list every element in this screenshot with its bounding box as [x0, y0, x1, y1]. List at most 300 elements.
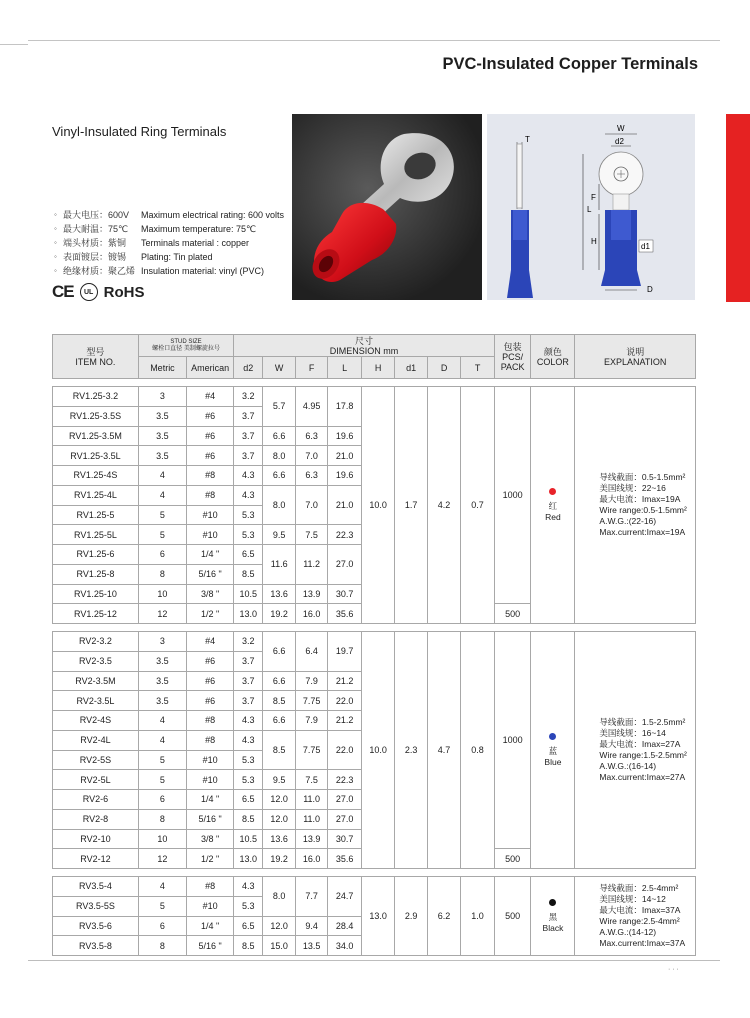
d2-cell: 3.7 [234, 671, 263, 691]
metric-cell: 3.5 [138, 426, 186, 446]
separator-cell [53, 624, 696, 632]
w-cell: 13.6 [263, 829, 295, 849]
metric-cell: 4 [138, 877, 186, 897]
american-cell: 5/16 " [187, 809, 234, 829]
header-explanation-cn: 说明 [626, 346, 645, 357]
f-cell: 11.0 [295, 809, 327, 829]
explanation-line: 美国线规：16~14 [599, 728, 666, 738]
product-photo [292, 114, 482, 300]
american-cell: 1/4 " [187, 545, 234, 565]
american-cell: 3/8 " [187, 829, 234, 849]
american-cell: #8 [187, 877, 234, 897]
f-cell: 9.4 [295, 916, 327, 936]
w-cell: 8.0 [263, 446, 295, 466]
american-cell: #4 [187, 387, 234, 407]
header-dimension-en: DIMENSION mm [329, 345, 399, 356]
l-cell: 24.7 [328, 877, 362, 917]
l-cell: 22.0 [328, 691, 362, 711]
color-cell [531, 877, 575, 956]
d2-cell: 4.3 [234, 485, 263, 505]
american-cell: #4 [187, 632, 234, 652]
d2-cell: 5.3 [234, 770, 263, 790]
d2-cell: 6.5 [234, 545, 263, 565]
explanation-line: Wire range:0.5-1.5mm² [599, 505, 687, 515]
item-no-cell: RV2-3.5 [53, 651, 139, 671]
f-cell: 6.3 [295, 466, 327, 486]
item-no-cell: RV1.25-4L [53, 485, 139, 505]
header-metric: Metric [138, 357, 186, 379]
header-item-en: ITEM NO. [75, 356, 116, 367]
section-color-tab [726, 114, 750, 302]
d1-cell: 2.9 [395, 877, 427, 956]
metric-cell: 6 [138, 916, 186, 936]
header-pack-en: PACK [500, 361, 525, 372]
l-cell: 17.8 [328, 387, 362, 427]
dimension-drawing [487, 114, 695, 300]
item-no-cell: RV2-3.5L [53, 691, 139, 711]
item-no-cell: RV2-3.5M [53, 671, 139, 691]
d2-cell: 10.5 [234, 829, 263, 849]
f-cell: 7.5 [295, 770, 327, 790]
spec-label-en: Insulation material: vinyl (PVC) [141, 266, 265, 276]
spec-item [54, 236, 284, 250]
bullet-icon: ◦ [54, 238, 57, 247]
spec-label-en: Maximum electrical rating: 600 volts [141, 210, 285, 220]
pack-cell: 500 [494, 849, 531, 869]
drawing-label-l: L [587, 205, 592, 214]
pack-cell: 500 [494, 877, 531, 956]
header-divider-left [0, 44, 28, 45]
metric-cell: 5 [138, 525, 186, 545]
metric-cell: 3.5 [138, 651, 186, 671]
header-explanation-en: EXPLANATION [604, 356, 667, 367]
american-cell: 3/8 " [187, 584, 234, 604]
item-no-cell: RV1.25-12 [53, 604, 139, 624]
metric-cell: 10 [138, 829, 186, 849]
header-color [531, 335, 575, 379]
metric-cell: 3 [138, 632, 186, 652]
pack-cell: 1000 [494, 632, 531, 849]
metric-cell: 8 [138, 564, 186, 584]
bullet-icon: ◦ [54, 252, 57, 261]
d-cell: 4.7 [427, 632, 461, 869]
header-pack-cn: 包装 [503, 341, 522, 352]
metric-cell: 6 [138, 545, 186, 565]
american-cell: #8 [187, 466, 234, 486]
color-cell [531, 387, 575, 624]
explanation-line: 导线截面：0.5-1.5mm² [599, 472, 686, 482]
header-stud-title: STUD SIZE [170, 338, 202, 345]
spec-list [54, 208, 284, 278]
w-cell: 19.2 [263, 849, 295, 869]
metric-cell: 10 [138, 584, 186, 604]
metric-cell: 12 [138, 849, 186, 869]
l-cell: 19.6 [328, 426, 362, 446]
spec-item [54, 222, 284, 236]
w-cell: 9.5 [263, 770, 295, 790]
f-cell: 11.2 [295, 545, 327, 585]
f-cell: 4.95 [295, 387, 327, 427]
item-no-cell: RV1.25-6 [53, 545, 139, 565]
color-name-en: Blue [544, 756, 562, 767]
spec-item [54, 208, 284, 222]
header-stud [138, 335, 233, 357]
d2-cell: 5.3 [234, 505, 263, 525]
d2-cell: 3.7 [234, 446, 263, 466]
color-dot-icon [549, 899, 556, 906]
d1-cell: 1.7 [395, 387, 427, 624]
item-no-cell: RV2-3.2 [53, 632, 139, 652]
explanation-line: Wire range:2.5-4mm² [599, 916, 680, 926]
item-no-cell: RV3.5-6 [53, 916, 139, 936]
header-stud-sub: 螺栓口直径 美制螺旋拉号 [152, 345, 220, 352]
header-f: F [295, 357, 327, 379]
f-cell: 13.9 [295, 829, 327, 849]
spec-label-en: Terminals material : copper [141, 238, 250, 248]
explanation-line: 最大电流：Imax=19A [599, 494, 681, 504]
american-cell: #6 [187, 671, 234, 691]
american-cell: 1/4 " [187, 790, 234, 810]
header-item [53, 335, 139, 379]
american-cell: #8 [187, 485, 234, 505]
table-body [53, 379, 696, 956]
color-name-cn: 黑 [548, 911, 558, 922]
group-separator [53, 869, 696, 877]
header-item-cn: 型号 [86, 346, 105, 357]
d2-cell: 5.3 [234, 896, 263, 916]
american-cell: #6 [187, 426, 234, 446]
american-cell: #8 [187, 711, 234, 731]
explanation-line: A.W.G.:(22-16) [599, 516, 657, 526]
w-cell: 6.6 [263, 466, 295, 486]
header-color-en: COLOR [536, 356, 569, 367]
f-cell: 13.5 [295, 936, 327, 956]
l-cell: 21.2 [328, 671, 362, 691]
american-cell: 1/2 " [187, 849, 234, 869]
item-no-cell: RV1.25-3.2 [53, 387, 139, 407]
d2-cell: 4.3 [234, 711, 263, 731]
d2-cell: 4.3 [234, 877, 263, 897]
f-cell: 7.0 [295, 485, 327, 525]
metric-cell: 3.5 [138, 691, 186, 711]
header-explanation [575, 335, 696, 379]
item-no-cell: RV2-10 [53, 829, 139, 849]
metric-cell: 4 [138, 485, 186, 505]
l-cell: 27.0 [328, 790, 362, 810]
american-cell: #10 [187, 896, 234, 916]
group-separator [53, 379, 696, 387]
f-cell: 7.5 [295, 525, 327, 545]
l-cell: 22.3 [328, 525, 362, 545]
d2-cell: 8.5 [234, 564, 263, 584]
item-no-cell: RV2-8 [53, 809, 139, 829]
explanation-line: Wire range:1.5-2.5mm² [599, 750, 687, 760]
f-cell: 11.0 [295, 790, 327, 810]
item-no-cell: RV3.5-8 [53, 936, 139, 956]
d2-cell: 3.2 [234, 387, 263, 407]
header-t: T [461, 357, 495, 379]
f-cell: 7.7 [295, 877, 327, 917]
item-no-cell: RV1.25-3.5S [53, 406, 139, 426]
l-cell: 22.0 [328, 730, 362, 770]
table-row [53, 877, 696, 897]
item-no-cell: RV1.25-3.5L [53, 446, 139, 466]
t-cell: 0.7 [461, 387, 495, 624]
drawing-label-t: T [525, 135, 530, 144]
color-dot-icon [549, 488, 556, 495]
ring-terminal-diagram-icon [487, 114, 695, 300]
explanation-line: 导线截面：2.5-4mm² [599, 883, 679, 893]
explanation-line: A.W.G.:(16-14) [599, 761, 657, 771]
h-cell: 10.0 [361, 387, 395, 624]
w-cell: 9.5 [263, 525, 295, 545]
w-cell: 13.6 [263, 584, 295, 604]
d2-cell: 4.3 [234, 466, 263, 486]
w-cell: 15.0 [263, 936, 295, 956]
d2-cell: 3.7 [234, 406, 263, 426]
l-cell: 30.7 [328, 829, 362, 849]
d2-cell: 10.5 [234, 584, 263, 604]
d2-cell: 3.7 [234, 426, 263, 446]
item-no-cell: RV2-4L [53, 730, 139, 750]
d2-cell: 8.5 [234, 809, 263, 829]
l-cell: 30.7 [328, 584, 362, 604]
l-cell: 27.0 [328, 545, 362, 585]
f-cell: 13.9 [295, 584, 327, 604]
item-no-cell: RV2-5S [53, 750, 139, 770]
spec-label-cn: 端头材质：紫铜 [63, 238, 127, 248]
explanation-line: Max.current:Imax=37A [599, 938, 686, 948]
w-cell: 8.0 [263, 485, 295, 525]
d2-cell: 13.0 [234, 604, 263, 624]
ring-terminal-photo-icon [292, 114, 482, 300]
header-color-cn: 颜色 [543, 346, 562, 357]
header-dimension-cn: 尺寸 [354, 335, 373, 346]
american-cell: #6 [187, 446, 234, 466]
explanation-line: 导线截面：1.5-2.5mm² [599, 717, 686, 727]
separator-cell [53, 869, 696, 877]
metric-cell: 8 [138, 936, 186, 956]
header-pack [494, 335, 531, 379]
f-cell: 7.0 [295, 446, 327, 466]
l-cell: 21.2 [328, 711, 362, 731]
l-cell: 27.0 [328, 809, 362, 829]
spec-label-cn: 表面镀层：镀锡 [63, 252, 127, 262]
color-dot-icon [549, 733, 556, 740]
header-divider [28, 40, 720, 41]
bullet-icon: ◦ [54, 210, 57, 219]
metric-cell: 5 [138, 505, 186, 525]
metric-cell: 12 [138, 604, 186, 624]
l-cell: 35.6 [328, 604, 362, 624]
item-no-cell: RV1.25-3.5M [53, 426, 139, 446]
pack-cell: 500 [494, 604, 531, 624]
w-cell: 12.0 [263, 809, 295, 829]
color-cell [531, 632, 575, 869]
w-cell: 19.2 [263, 604, 295, 624]
header-d: D [427, 357, 461, 379]
explanation-line: 美国线规：14~12 [599, 894, 666, 904]
item-no-cell: RV2-6 [53, 790, 139, 810]
header-l: L [328, 357, 362, 379]
header-h: H [361, 357, 395, 379]
page-title: PVC-Insulated Copper Terminals [442, 55, 698, 73]
table-row [53, 387, 696, 407]
table-header [53, 335, 696, 379]
d1-cell: 2.3 [395, 632, 427, 869]
metric-cell: 3.5 [138, 446, 186, 466]
l-cell: 19.6 [328, 466, 362, 486]
w-cell: 8.0 [263, 877, 295, 917]
metric-cell: 8 [138, 809, 186, 829]
ul-mark-icon: UL [80, 283, 98, 301]
d-cell: 6.2 [427, 877, 461, 956]
item-no-cell: RV2-12 [53, 849, 139, 869]
f-cell: 7.9 [295, 671, 327, 691]
explanation-cell [575, 632, 696, 869]
ce-mark-icon: CE [52, 282, 74, 301]
american-cell: #6 [187, 651, 234, 671]
drawing-label-w: W [617, 124, 625, 133]
item-no-cell: RV1.25-8 [53, 564, 139, 584]
header-dimension [234, 335, 495, 357]
h-cell: 13.0 [361, 877, 395, 956]
color-name-en: Red [545, 511, 561, 522]
metric-cell: 5 [138, 770, 186, 790]
d2-cell: 3.7 [234, 691, 263, 711]
w-cell: 12.0 [263, 916, 295, 936]
color-name-en: Black [542, 922, 564, 933]
american-cell: 5/16 " [187, 564, 234, 584]
d2-cell: 5.3 [234, 525, 263, 545]
header-d2: d2 [234, 357, 263, 379]
metric-cell: 6 [138, 790, 186, 810]
l-cell: 21.0 [328, 446, 362, 466]
header-w: W [263, 357, 295, 379]
l-cell: 21.0 [328, 485, 362, 525]
spec-item [54, 264, 284, 278]
header-d1: d1 [395, 357, 427, 379]
drawing-label-d1: d1 [641, 242, 650, 251]
drawing-label-h: H [591, 237, 597, 246]
w-cell: 6.6 [263, 671, 295, 691]
w-cell: 6.6 [263, 711, 295, 731]
explanation-line: Max.current:Imax=27A [599, 772, 686, 782]
f-cell: 16.0 [295, 849, 327, 869]
metric-cell: 3.5 [138, 406, 186, 426]
d2-cell: 4.3 [234, 730, 263, 750]
d2-cell: 3.2 [234, 632, 263, 652]
w-cell: 6.6 [263, 426, 295, 446]
bullet-icon: ◦ [54, 266, 57, 275]
american-cell: #6 [187, 406, 234, 426]
f-cell: 7.9 [295, 711, 327, 731]
table-row [53, 632, 696, 652]
header-american: American [187, 357, 234, 379]
pack-cell: 1000 [494, 387, 531, 604]
metric-cell: 3.5 [138, 671, 186, 691]
w-cell: 8.5 [263, 691, 295, 711]
footer-mark: · · · [668, 966, 679, 973]
f-cell: 16.0 [295, 604, 327, 624]
item-no-cell: RV2-4S [53, 711, 139, 731]
explanation-line: 美国线规：22~16 [599, 483, 666, 493]
explanation-line: A.W.G.:(14-12) [599, 927, 657, 937]
item-no-cell: RV2-5L [53, 770, 139, 790]
american-cell: 5/16 " [187, 936, 234, 956]
f-cell: 6.4 [295, 632, 327, 672]
w-cell: 6.6 [263, 632, 295, 672]
spec-item [54, 250, 284, 264]
metric-cell: 4 [138, 730, 186, 750]
d2-cell: 8.5 [234, 936, 263, 956]
item-no-cell: RV3.5-5S [53, 896, 139, 916]
d2-cell: 6.5 [234, 916, 263, 936]
explanation-line: Max.current:Imax=19A [599, 527, 686, 537]
header-pack-en: PCS/ [502, 351, 524, 362]
explanation-line: 最大电流：Imax=37A [599, 905, 681, 915]
metric-cell: 4 [138, 711, 186, 731]
spec-label-cn: 绝缘材质：聚乙烯 [63, 266, 136, 276]
spec-label-en: Maximum temperature: 75℃ [141, 224, 257, 234]
t-cell: 0.8 [461, 632, 495, 869]
american-cell: #10 [187, 750, 234, 770]
drawing-label-d: D [647, 285, 653, 294]
drawing-label-d2: d2 [615, 137, 624, 146]
h-cell: 10.0 [361, 632, 395, 869]
l-cell: 22.3 [328, 770, 362, 790]
item-no-cell: RV1.25-5L [53, 525, 139, 545]
d2-cell: 13.0 [234, 849, 263, 869]
drawing-label-f: F [591, 193, 596, 202]
terminal-spec-table [52, 334, 696, 956]
metric-cell: 3 [138, 387, 186, 407]
explanation-cell [575, 387, 696, 624]
section-subtitle: Vinyl-Insulated Ring Terminals [52, 124, 227, 139]
l-cell: 34.0 [328, 936, 362, 956]
l-cell: 28.4 [328, 916, 362, 936]
american-cell: #10 [187, 525, 234, 545]
item-no-cell: RV1.25-5 [53, 505, 139, 525]
explanation-cell [575, 877, 696, 956]
l-cell: 35.6 [328, 849, 362, 869]
rohs-mark-icon: RoHS [103, 283, 145, 301]
american-cell: #10 [187, 770, 234, 790]
group-separator [53, 624, 696, 632]
metric-cell: 5 [138, 750, 186, 770]
d-cell: 4.2 [427, 387, 461, 624]
t-cell: 1.0 [461, 877, 495, 956]
bullet-icon: ◦ [54, 224, 57, 233]
item-no-cell: RV1.25-10 [53, 584, 139, 604]
spec-label-cn: 最大耐温：75℃ [63, 224, 129, 234]
metric-cell: 5 [138, 896, 186, 916]
w-cell: 12.0 [263, 790, 295, 810]
american-cell: #10 [187, 505, 234, 525]
l-cell: 19.7 [328, 632, 362, 672]
spec-label-cn: 最大电压：600V [63, 210, 130, 220]
color-name-cn: 蓝 [548, 745, 558, 756]
metric-cell: 4 [138, 466, 186, 486]
d2-cell: 6.5 [234, 790, 263, 810]
d2-cell: 3.7 [234, 651, 263, 671]
color-name-cn: 红 [548, 500, 558, 511]
spec-label-en: Plating: Tin plated [141, 252, 213, 262]
explanation-line: 最大电流：Imax=27A [599, 739, 681, 749]
item-no-cell: RV1.25-4S [53, 466, 139, 486]
certification-marks [52, 282, 144, 302]
w-cell: 5.7 [263, 387, 295, 427]
